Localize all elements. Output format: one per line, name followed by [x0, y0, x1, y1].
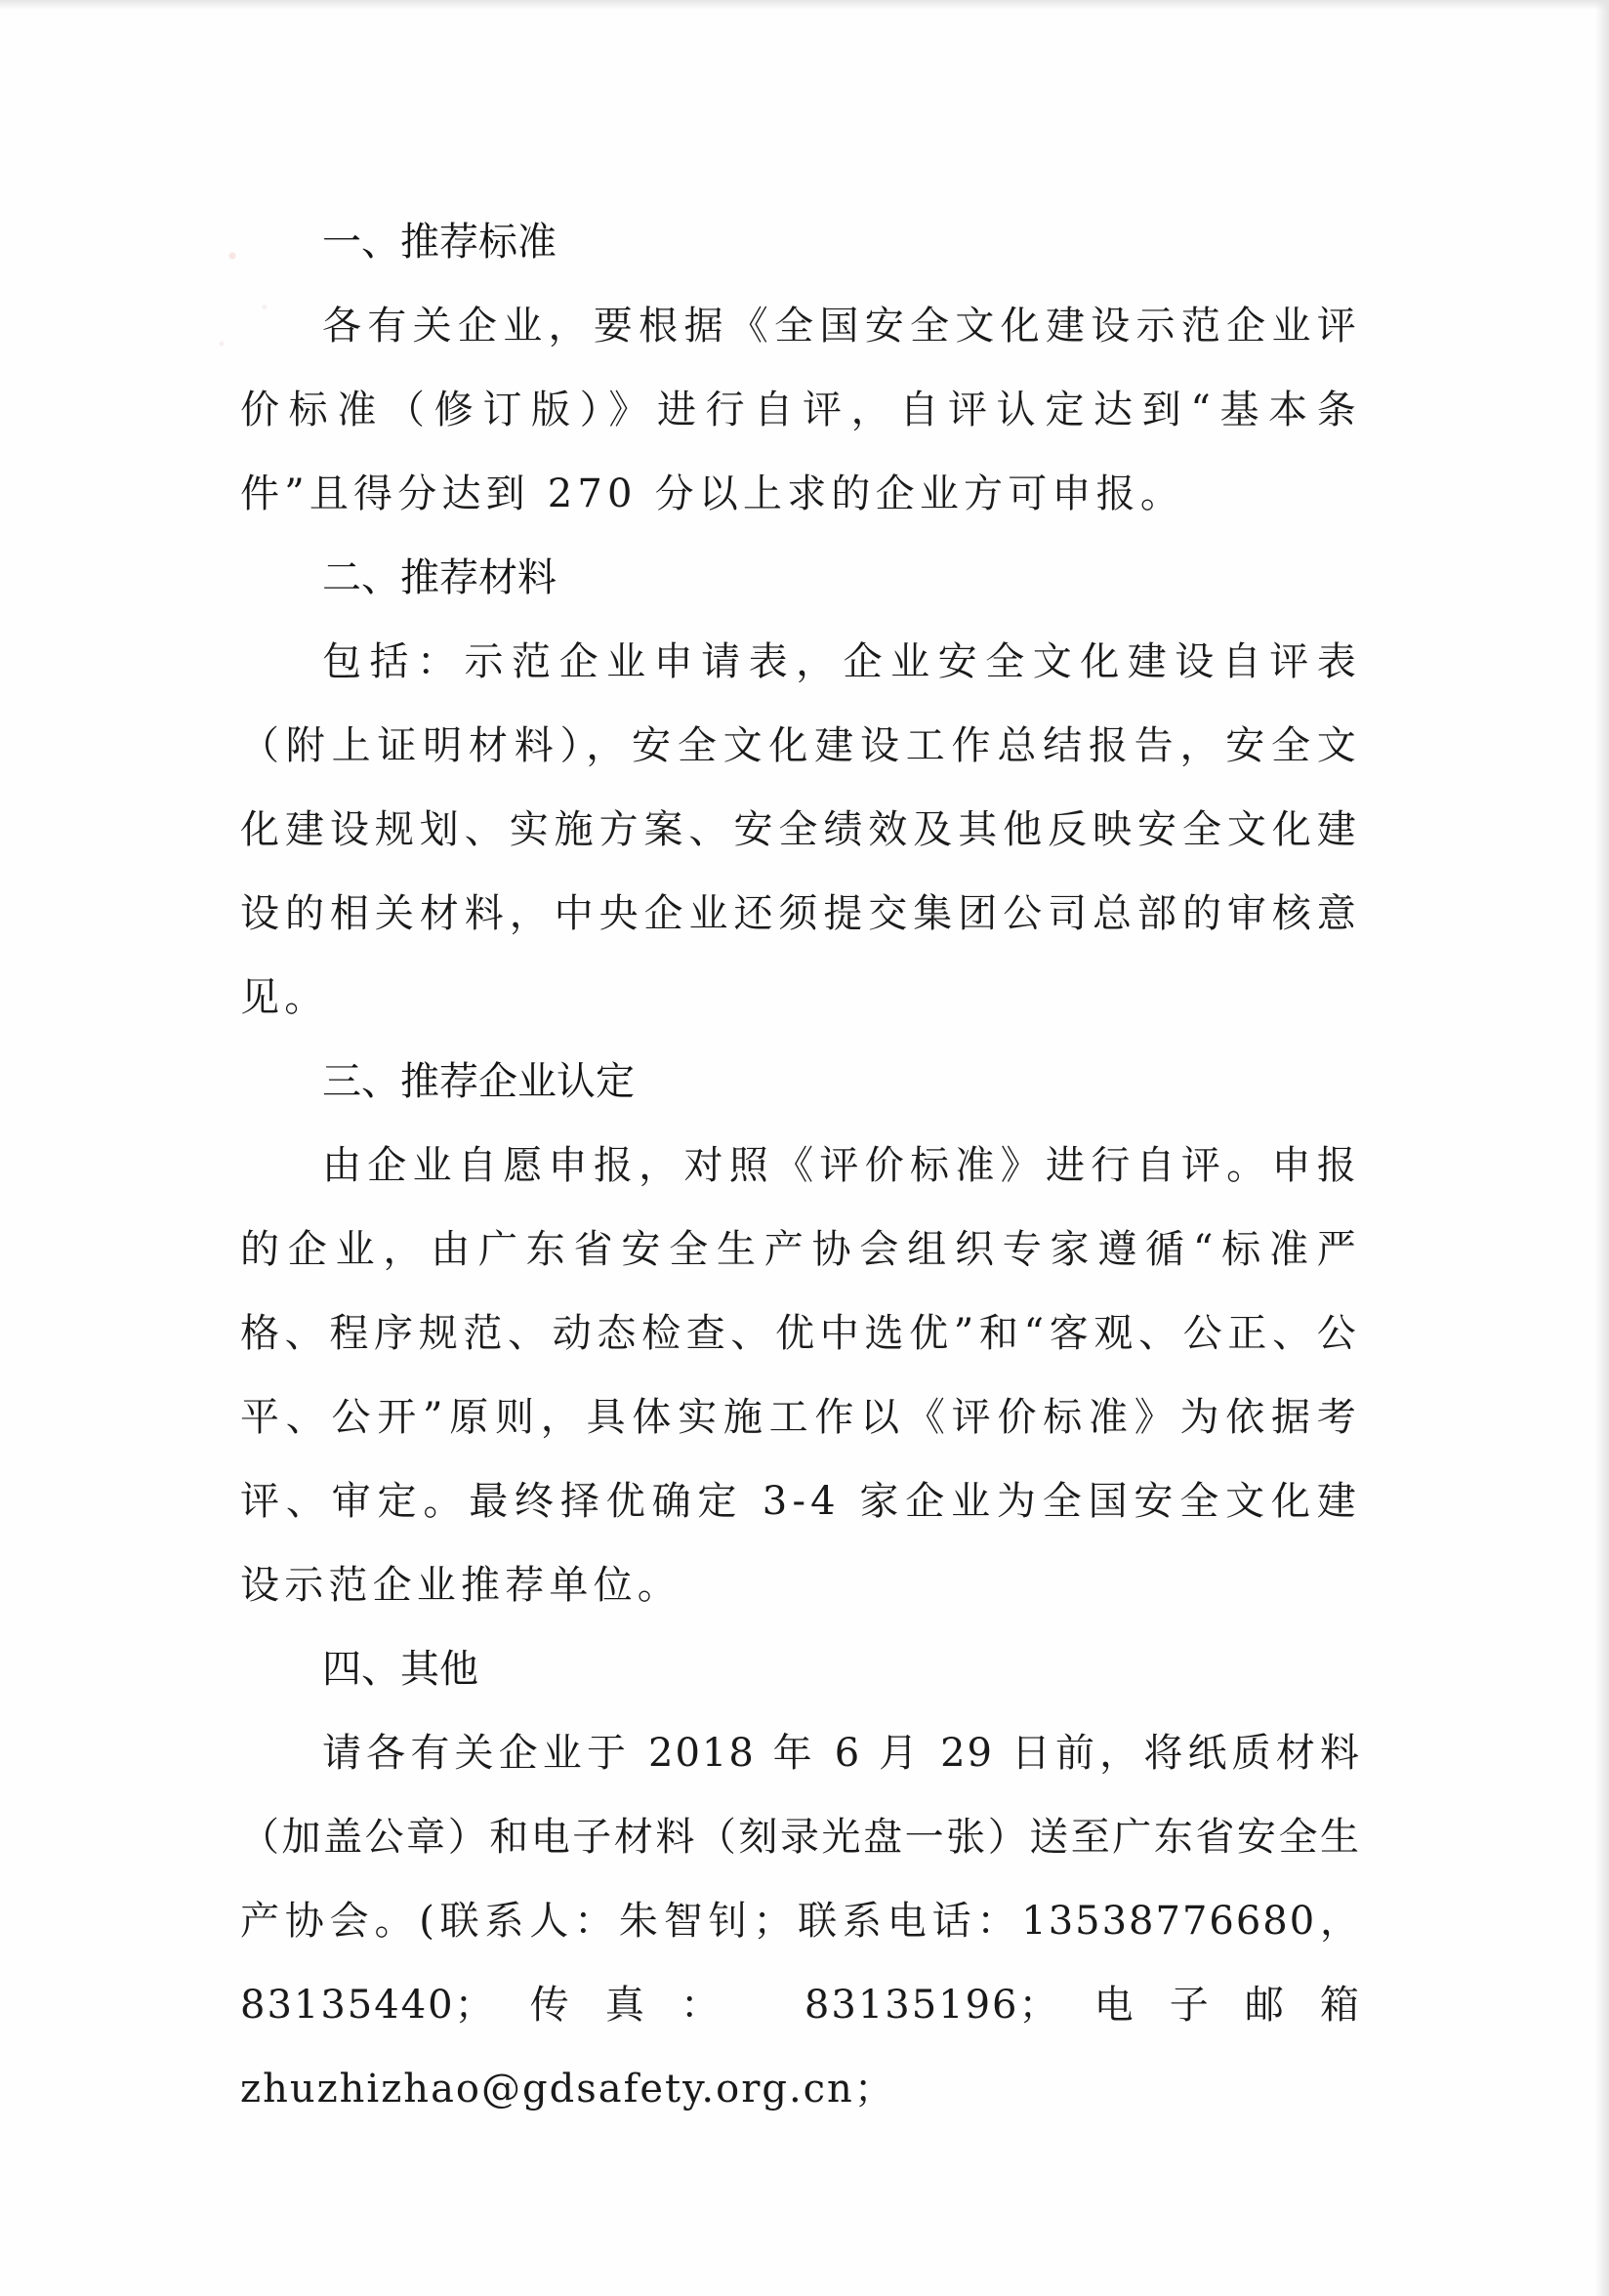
section-heading: 一、推荐标准: [322, 220, 557, 265]
section-heading: 四、其他: [322, 1647, 478, 1692]
section-heading: 二、推荐材料: [322, 555, 557, 600]
section-recommend-materials: [240, 536, 1361, 1040]
section-paragraph: 包括：示范企业申请表，企业安全文化建设自评表（附上证明材料），安全文化建设工作总结报告，安全文化建设规划、实施方案、安全绩效及其他反映安全文化建设的相关材料，中央企业还须提交集团公司总部的审核意见。: [240, 639, 1361, 1020]
section-recommend-standard: [240, 200, 1361, 536]
section-paragraph: 由企业自愿申报，对照《评价标准》进行自评。申报的企业，由广东省安全生产协会组织专家遵循“标准严格、程序规范、动态检查、优中选优”和“客观、公正、公平、公开”原则，具体实施工作以《评价标准》为依据考评、审定。最终择优确定 3-4 家企业为全国安全文化建设示范企业推荐单位。: [240, 1143, 1361, 1608]
section-other: [240, 1627, 1361, 2131]
document-body: [240, 200, 1361, 2131]
scan-edge-top: [0, 0, 1609, 10]
section-enterprise-recognition: [240, 1040, 1361, 1627]
section-paragraph: 各有关企业，要根据《全国安全文化建设示范企业评价标准（修订版）》进行自评，自评认定达到“基本条件”且得分达到 270 分以上求的企业方可申报。: [240, 304, 1361, 516]
section-paragraph: 请各有关企业于 2018 年 6 月 29 日前，将纸质材料（加盖公章）和电子材料（刻录光盘一张）送至广东省安全生产协会。(联系人：朱智钊；联系电话：13538776680， 83135440；传真： 83135196；电子邮箱 zhuzhizhao@gdsafety.org.cn；: [240, 1731, 1361, 2112]
scan-edge-right: [1595, 0, 1609, 2296]
section-heading: 三、推荐企业认定: [322, 1059, 635, 1104]
